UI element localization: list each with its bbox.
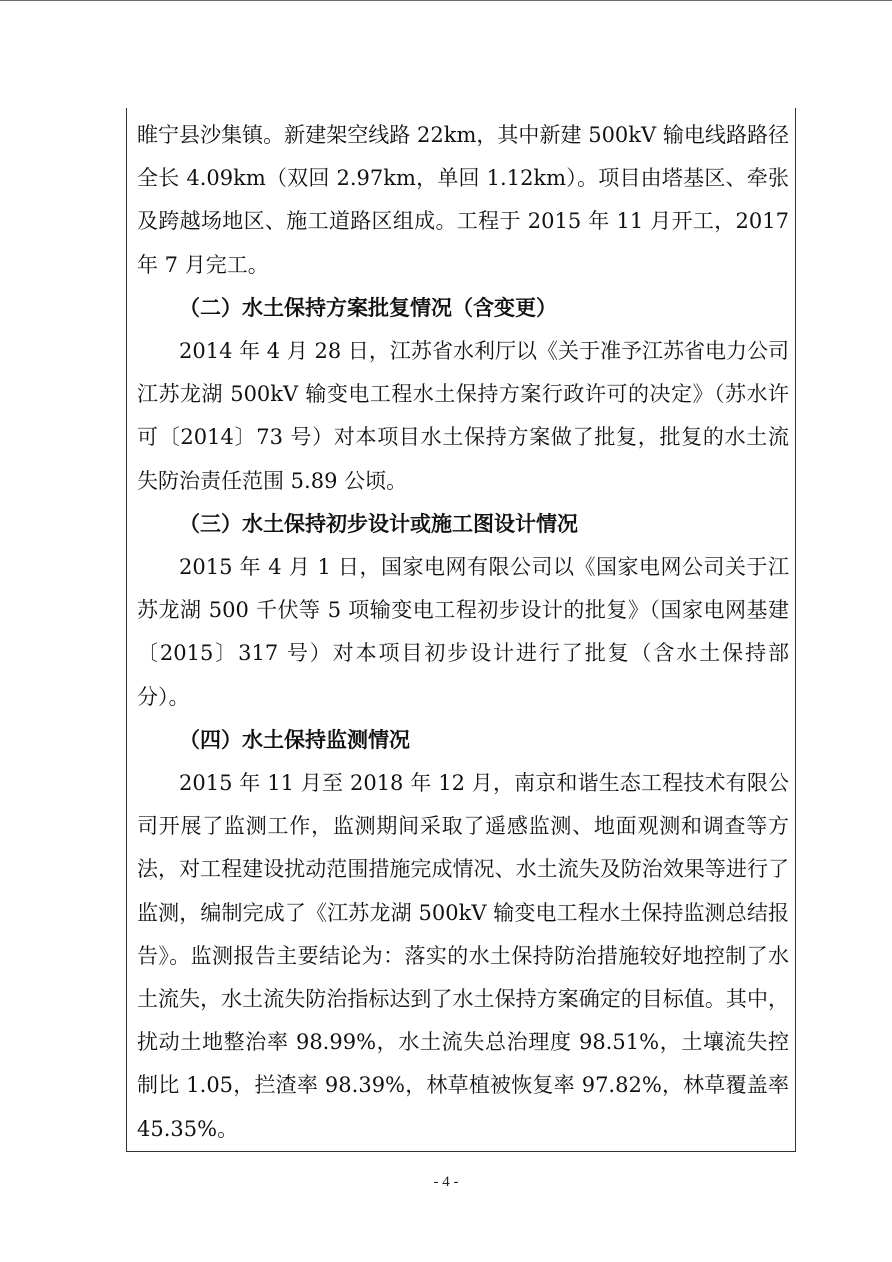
paragraph-project-overview-continued: 睢宁县沙集镇。新建架空线路 22km，其中新建 500kV 输电线路路径全长 4.09km（双回 2.97km，单回 1.12km）。项目由塔基区、牵张及跨越场地区、施工道路区组成。工程于 2015 年 11 月开工，2017 年 7 月完工。 — [137, 123, 789, 277]
document-body — [137, 114, 789, 1151]
paragraph-monitoring: 2015 年 11 月至 2018 年 12 月，南京和谐生态工程技术有限公司开展了监测工作，监测期间采取了遥感监测、地面观测和调查等方法，对工程建设扰动范围措施完成情况、水土流失及防治效果等进行了监测，编制完成了《江苏龙湖 500kV 输变电工程水土保持监测总结报告》。监测报告主要结论为：落实的水土保持防治措施较好地控制了水土流失，水土流失防治指标达到了水土保持方案确定的目标值。其中，扰动土地整治率 98.99%，水土流失总治理度 98.51%，土壤流失控制比 1.05，拦渣率 98.39%，林草植被恢复率 97.82%，林草覆盖率 45.35%。 — [137, 771, 789, 1141]
paragraph-plan-approval: 2014 年 4 月 28 日，江苏省水利厅以《关于准予江苏省电力公司江苏龙湖 500kV 输变电工程水土保持方案行政许可的决定》（苏水许可〔2014〕73 号）对本项目水土保持方案做了批复，批复的水土流失防治责任范围 5.89 公顷。 — [137, 339, 789, 493]
section-heading-monitoring: （四）水土保持监测情况 — [179, 727, 410, 752]
page-number: - 4 - — [433, 1174, 459, 1190]
section-heading-preliminary-design: （三）水土保持初步设计或施工图设计情况 — [179, 511, 578, 536]
section-heading-plan-approval: （二）水土保持方案批复情况（含变更） — [179, 295, 557, 320]
paragraph-preliminary-design: 2015 年 4 月 1 日，国家电网有限公司以《国家电网公司关于江苏龙湖 500 千伏等 5 项输变电工程初步设计的批复》（国家电网基建〔2015〕317 号）对本项目初步设计进行了批复（含水土保持部分）。 — [137, 555, 789, 709]
top-rule — [0, 0, 892, 1]
